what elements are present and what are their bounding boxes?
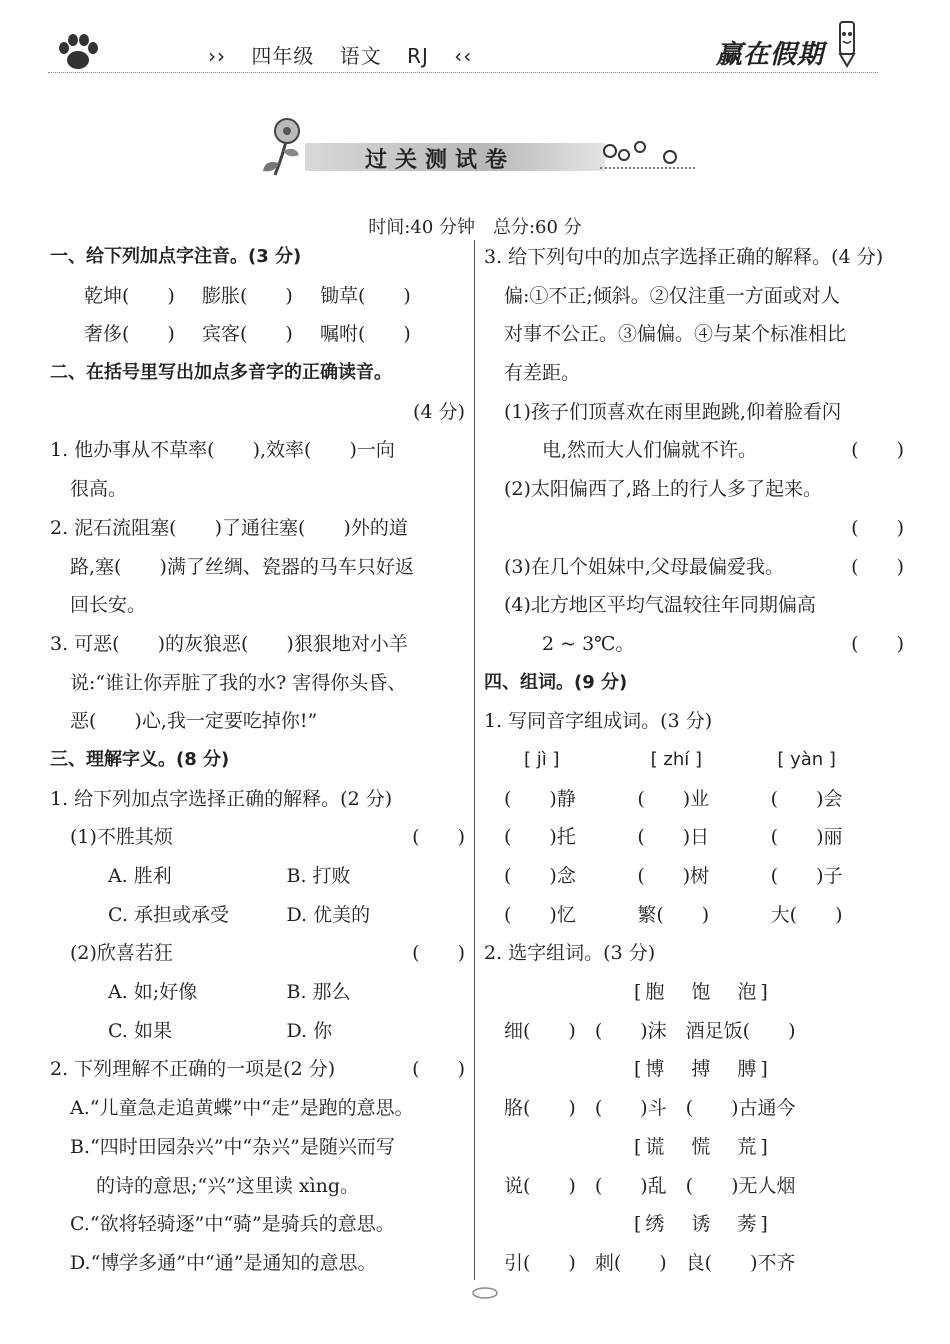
grade-label: 四年级 [251, 44, 315, 68]
s3-q2: 2. 下列理解不正确的一项是(2 分) [50, 1058, 336, 1081]
s3-q3: 3. 给下列句中的加点字选择正确的解释。(4 分) [484, 246, 884, 268]
option: B. 打败 [286, 865, 351, 887]
s3-q1-1-opts-row-2 [50, 896, 465, 935]
answer-paren: ( ) [412, 942, 465, 965]
s3-q1-1-opts-row-1 [50, 857, 465, 896]
q3-1-text: 电,然而大人们偏就不许。 [542, 439, 758, 462]
s3-q2-line [50, 1050, 465, 1089]
definition-line-2: 对事不公正。③偏偏。④与某个标准相比 [504, 323, 847, 346]
word-cell: 大( ) [770, 903, 843, 926]
answer-paren: ( ) [412, 1058, 465, 1081]
s2-q2-line-1: 2. 泥石流阻塞( )了通往塞( )外的道 [50, 516, 408, 539]
brand-logo: 赢在假期 [716, 40, 825, 70]
word-cell: ( )静 [504, 787, 576, 810]
s1-item: 奢侈( ) [84, 323, 175, 346]
s1-item: 锄草( ) [320, 284, 411, 307]
option: A. 胜利 [108, 865, 172, 887]
page-title: 过关测试卷 [365, 148, 516, 173]
answer-paren: ( ) [851, 555, 904, 578]
s3-q1-2: (2)欣喜若狂 [70, 942, 173, 965]
s4-q2: 2. 选字组词。(3 分) [484, 942, 656, 965]
exam-info: 时间:40 分钟 总分:60 分 [368, 217, 582, 238]
bubbles-icon [600, 137, 690, 177]
left-column [50, 238, 465, 1283]
section-2-points-line [50, 393, 465, 432]
char-set-3-row: 说( ) ( )乱 ( )无人烟 [504, 1174, 796, 1197]
header-text [208, 40, 490, 69]
section-1-title: 一、给下列加点字注音。(3 分) [50, 246, 302, 267]
option: B. 那么 [286, 981, 351, 1004]
s2-q2-line-3: 回长安。 [70, 594, 147, 617]
pinyin-row [484, 741, 904, 780]
word-grid-row-2 [484, 818, 904, 857]
paw-icon [56, 32, 100, 72]
s3-q2-option-d: D.“博学多通”中“通”是通知的意思。 [70, 1251, 377, 1274]
word-cell: 繁( ) [637, 903, 710, 926]
footer-ornament-icon [470, 1285, 500, 1299]
title-banner [255, 115, 695, 185]
q3-3-line [484, 548, 904, 587]
s2-q1-line-1: 1. 他办事从不草率( ),效率( )一向 [50, 439, 395, 462]
s3-q1-1-line [50, 818, 465, 857]
word-cell: ( )子 [770, 865, 843, 887]
option: A. 如;好像 [108, 981, 198, 1004]
s1-item: 乾坤( ) [84, 284, 175, 307]
definition-line-1: 偏:①不正;倾斜。②仅注重一方面或对人 [504, 284, 840, 307]
s3-q2-option-a: A.“儿童急走追黄蝶”中“走”是跑的意思。 [70, 1097, 414, 1120]
definition-line-3: 有差距。 [504, 362, 581, 385]
q3-1-line-2 [484, 431, 904, 470]
header-rule [48, 72, 878, 73]
char-set-3: [谎 慌 荒] [634, 1135, 772, 1158]
char-set-4-row: 引( ) 刺( ) 良( )不齐 [504, 1251, 796, 1274]
section-3-title: 三、理解字义。(8 分) [50, 748, 230, 770]
option: C. 如果 [108, 1019, 172, 1042]
s3-q1-2-opts-row-2 [50, 1012, 465, 1051]
section-4-title: 四、组词。(9 分) [484, 671, 628, 693]
q3-3-text: (3)在几个姐妹中,父母最偏爱我。 [504, 555, 784, 578]
arrows-left: ›› [208, 44, 226, 68]
char-set-1-row: 细( ) ( )沫 酒足饭( ) [504, 1019, 796, 1042]
s3-q2-option-b-1: B.“四时田园杂兴”中“杂兴”是随兴而写 [70, 1135, 395, 1158]
option: D. 优美的 [286, 903, 371, 926]
s2-q2-line-2: 路,塞( )满了丝绸、瓷器的马车只好返 [70, 555, 414, 578]
pinyin-zhi: [ zhí ] [650, 748, 703, 770]
s1-item: 嘱咐( ) [320, 323, 411, 346]
q3-4-line-2 [484, 625, 904, 664]
word-cell: ( )树 [637, 865, 710, 887]
arrows-right: ‹‹ [454, 44, 473, 68]
word-cell: ( )会 [770, 787, 843, 810]
s2-q3-line-2: 说:“谁让你弄脏了我的水? 害得你头昏、 [70, 671, 407, 694]
s1-item: 宾客( ) [202, 323, 293, 346]
word-cell: ( )托 [504, 826, 576, 849]
word-cell: ( )忆 [504, 903, 576, 926]
s3-q2-option-c: C.“欲将轻骑逐”中“骑”是骑兵的意思。 [70, 1213, 395, 1236]
q3-1-line-1: (1)孩子们顶喜欢在雨里跑跳,仰着脸看闪 [504, 400, 841, 423]
char-set-2: [博 搏 膊] [634, 1058, 772, 1081]
word-cell: ( )业 [637, 787, 710, 810]
option: D. 你 [286, 1019, 333, 1042]
s3-q1: 1. 给下列加点字选择正确的解释。(2 分) [50, 787, 393, 810]
page-header [48, 28, 878, 78]
word-grid-row-4 [484, 896, 904, 935]
q3-2-line: (2)太阳偏西了,路上的行人多了起来。 [504, 478, 822, 501]
s1-item: 膨胀( ) [202, 284, 293, 307]
answer-paren: ( ) [851, 516, 904, 539]
word-cell: ( )丽 [770, 826, 843, 849]
section-1-row-1 [50, 277, 465, 316]
section-2-title: 二、在括号里写出加点多音字的正确读音。 [50, 362, 392, 384]
answer-paren: ( ) [851, 439, 904, 462]
right-column [484, 238, 904, 1283]
q3-2-paren-line [484, 509, 904, 548]
word-grid-row-3 [484, 857, 904, 896]
s3-q1-2-line [50, 934, 465, 973]
char-set-1: [胞 饱 泡] [634, 981, 772, 1004]
char-set-2-row: 胳( ) ( )斗 ( )古通今 [504, 1097, 796, 1120]
subject-label: 语文 [339, 44, 382, 68]
pinyin-yan: [ yàn ] [777, 748, 836, 770]
answer-paren: ( ) [412, 826, 465, 849]
s2-q1-line-2: 很高。 [70, 478, 128, 501]
answer-paren: ( ) [851, 632, 904, 655]
pinyin-ji: [ jì ] [524, 748, 560, 770]
pencil-mascot-icon [828, 18, 868, 68]
section-1-row-2 [50, 315, 465, 354]
s3-q1-2-opts-row-1 [50, 973, 465, 1012]
word-cell: ( )日 [637, 826, 710, 849]
column-divider [474, 240, 475, 1280]
s3-q2-option-b-2: 的诗的意思;“兴”这里读 xìng。 [96, 1174, 360, 1197]
word-cell: ( )念 [504, 865, 576, 887]
option: C. 承担或承受 [108, 903, 229, 926]
q3-4-line-1: (4)北方地区平均气温较往年同期偏高 [504, 594, 816, 617]
char-set-4: [绣 诱 莠] [634, 1213, 772, 1236]
s2-q3-line-3: 恶( )心,我一定要吃掉你!” [70, 710, 318, 733]
s2-q3-line-1: 3. 可恶( )的灰狼恶( )狠狠地对小羊 [50, 632, 408, 655]
q3-4-text: 2 ~ 3℃。 [542, 632, 635, 655]
section-2-points: (4 分) [413, 400, 465, 423]
s3-q1-1: (1)不胜其烦 [70, 826, 173, 849]
word-grid-row-1 [484, 780, 904, 819]
s4-q1: 1. 写同音字组成词。(3 分) [484, 710, 713, 733]
edition-label: RJ [407, 44, 429, 68]
